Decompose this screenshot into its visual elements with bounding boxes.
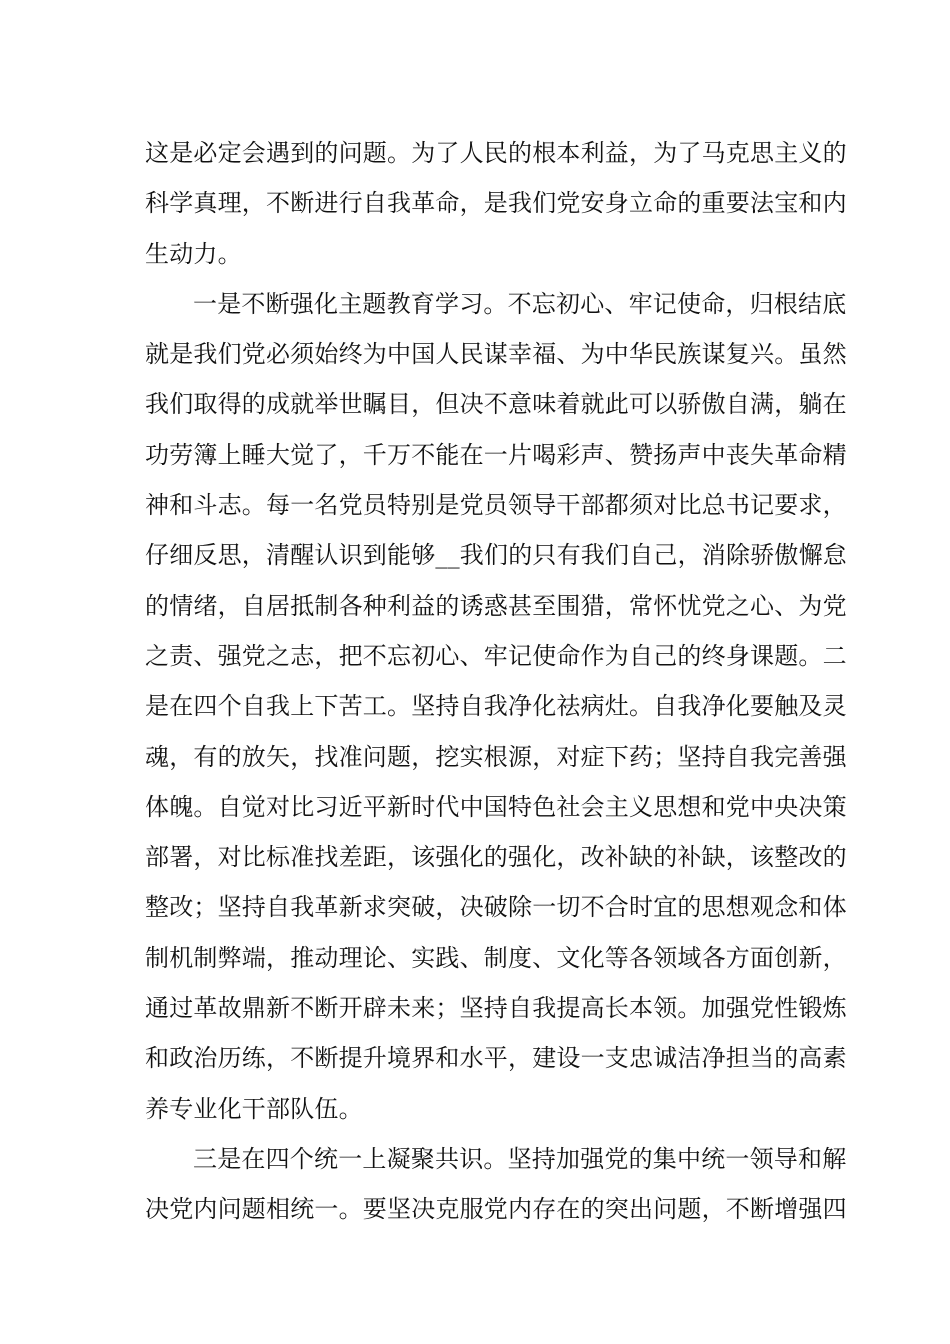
text-line: 制机制弊端，推动理论、实践、制度、文化等各领域各方面创新， (145, 943, 847, 972)
text-line: 部署，对比标准找差距，该强化的强化，改补缺的补缺，该整改的 (145, 843, 847, 872)
text-line: 就是我们党必须始终为中国人民谋幸福、为中华民族谋复兴。虽然 (145, 340, 847, 369)
paragraph-start-line: 一是不断强化主题教育学习。不忘初心、牢记使命，归根结底 (193, 289, 847, 318)
text-line: 是在四个自我上下苦工。坚持自我净化祛病灶。自我净化要触及灵 (145, 692, 847, 721)
text-line: 养专业化干部队伍。 (145, 1094, 363, 1123)
text-line: 我们取得的成就举世瞩目，但决不意味着就此可以骄傲自满，躺在 (145, 390, 847, 419)
text-line: 生动力。 (145, 239, 242, 268)
text-line: 和政治历练，不断提升境界和水平，建设一支忠诚洁净担当的高素 (145, 1044, 847, 1073)
text-line: 通过革故鼎新不断开辟未来；坚持自我提高长本领。加强党性锻炼 (145, 994, 847, 1023)
text-line: 之责、强党之志，把不忘初心、牢记使命作为自己的终身课题。二 (145, 641, 847, 670)
text-line: 的情绪，自居抵制各种利益的诱惑甚至围猎，常怀忧党之心、为党 (145, 591, 847, 620)
text-line: 科学真理，不断进行自我革命，是我们党安身立命的重要法宝和内 (145, 189, 847, 218)
text-line: 决党内问题相统一。要坚决克服党内存在的突出问题，不断增强四 (145, 1195, 847, 1224)
paragraph-start-line: 三是在四个统一上凝聚共识。坚持加强党的集中统一领导和解 (193, 1144, 847, 1173)
text-line: 体魄。自觉对比习近平新时代中国特色社会主义思想和党中央决策 (145, 792, 847, 821)
text-line: 魂，有的放矢，找准问题，挖实根源，对症下药；坚持自我完善强 (145, 742, 847, 771)
text-line: 这是必定会遇到的问题。为了人民的根本利益，为了马克思主义的 (145, 139, 847, 167)
text-line: 整改；坚持自我革新求突破，决破除一切不合时宜的思想观念和体 (145, 893, 847, 922)
text-line: 仔细反思，清醒认识到能够__我们的只有我们自己，消除骄傲懈怠 (145, 541, 847, 570)
text-line: 神和斗志。每一名党员特别是党员领导干部都须对比总书记要求， (145, 491, 847, 520)
text-line: 功劳簿上睡大觉了，千万不能在一片喝彩声、赞扬声中丧失革命精 (145, 440, 847, 469)
body-text (145, 131, 847, 1238)
